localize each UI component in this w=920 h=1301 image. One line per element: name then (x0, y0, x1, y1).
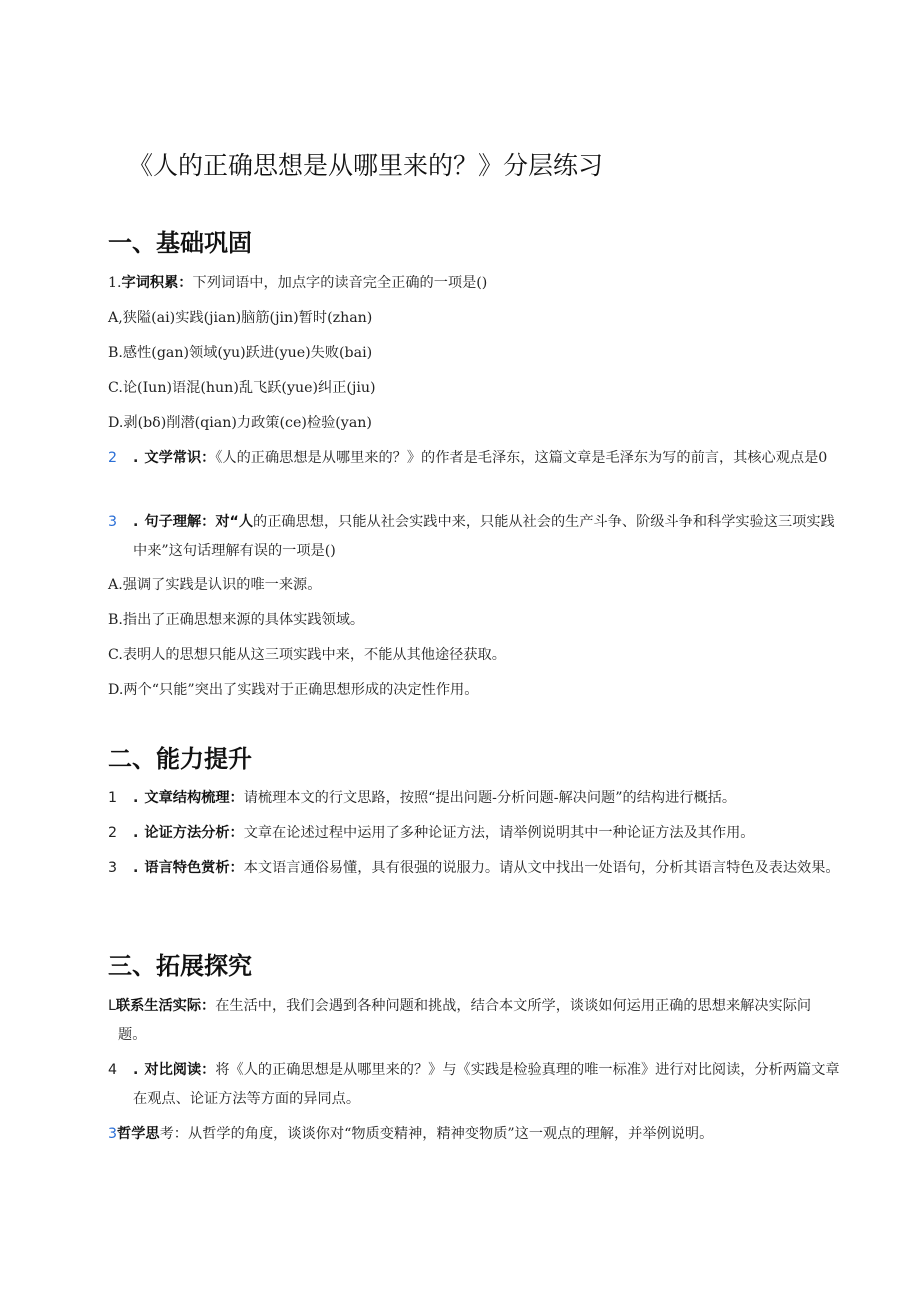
question-dot: . (133, 450, 139, 466)
question-number: 2 (108, 450, 118, 466)
section-heading-ability: 二、能力提升 (108, 745, 252, 773)
option-b: B.感性(gan)领域(yu)跃进(yue)失败(bai) (108, 345, 373, 361)
question-label: 句子理解： (144, 514, 216, 530)
option-d: D.剥(bδ)削潜(qian)力政策(ce)检验(yan) (108, 415, 372, 431)
ability-item-2 (108, 819, 845, 848)
item-number: 4 (108, 1062, 118, 1078)
option-d: D.两个“只能”突出了实践对于正确思想形成的决定性作用。 (108, 682, 479, 698)
item-text: 从哲学的角度，谈谈你对“物质变精神，精神变物质”这一观点的理解，并举例说明。 (188, 1126, 714, 1142)
item-number: 3 (108, 1126, 118, 1142)
item-dot: . (133, 1062, 139, 1078)
section-heading-basic: 一、基础巩固 (108, 229, 252, 257)
question-text: 《人的正确思想是从哪里来的？》的作者是毛泽东，这篇文章是毛泽东为写的前言，其核心观点是0 (215, 450, 828, 466)
option-b: B.指出了正确思想来源的具体实践领域。 (108, 612, 365, 628)
question-1 (108, 269, 820, 298)
question-label-tail: 对“人 (215, 514, 254, 530)
option-c: C.表明人的思想只能从这三项实践中来，不能从其他途径获取。 (108, 647, 506, 663)
item-number: 2 (108, 825, 118, 841)
option-a: A.强调了实践是认识的唯一来源。 (108, 577, 322, 593)
extension-item-1 (108, 992, 830, 1050)
item-dot: . (133, 825, 139, 841)
question-label: 字词积累： (121, 275, 193, 291)
item-number: 1 (108, 790, 118, 806)
item-text: 请梳理本文的行文思路，按照“提出问题-分析问题-解决问题”的结构进行概括。 (243, 790, 737, 806)
item-label: 联系生活实际： (115, 998, 216, 1014)
ability-item-3 (108, 854, 845, 883)
option-a: A,狭隘(ai)实践(jian)脑筋(jin)暂时(zhan) (108, 310, 373, 326)
item-number: 3 (108, 860, 118, 876)
item-label: 文章结构梳理： (144, 790, 244, 806)
question-dot: . (133, 514, 139, 530)
question-number: 3 (108, 514, 118, 530)
page-title: 《人的正确思想是从哪里来的？》分层练习 (128, 151, 604, 180)
question-text: 的正确思想，只能从社会实践中来，只能从社会的生产斗争、阶级斗争和科学实验这三项实践中来”这句话理解有误的一项是() (133, 514, 835, 559)
question-label: 文学常识： (144, 450, 216, 466)
question-text: 下列词语中，加点字的读音完全正确的一项是() (192, 275, 488, 291)
item-label: 论证方法分析： (144, 825, 244, 841)
section-heading-extension: 三、拓展探究 (108, 952, 252, 980)
question-2 (108, 444, 845, 473)
option-c: C.论(Iun)语混(hun)乱飞跃(yue)纠正(jiu) (108, 380, 376, 396)
question-number: 1. (108, 275, 122, 291)
item-text: 文章在论述过程中运用了多种论证方法，请举例说明其中一种论证方法及其作用。 (243, 825, 755, 841)
item-text: 本文语言通俗易懂，具有很强的说服力。请从文中找出一处语句，分析其语言特色及表达效果。 (243, 860, 840, 876)
item-label-tail: 考： (159, 1126, 188, 1142)
item-dot: . (133, 790, 139, 806)
ability-item-1 (108, 784, 845, 813)
item-label: 对比阅读： (144, 1062, 216, 1078)
item-label: 哲学思 (117, 1126, 160, 1142)
extension-item-2 (108, 1056, 845, 1114)
item-text: 在生活中，我们会遇到各种问题和挑战，结合本文所学，谈谈如何运用正确的思想来解决实际问题。 (118, 998, 812, 1043)
item-label: 语言特色赏析： (144, 860, 244, 876)
item-number: L (108, 998, 116, 1014)
extension-item-3 (108, 1120, 820, 1149)
item-text: 将《人的正确思想是从哪里来的？》与《实践是检验真理的唯一标准》进行对比阅读，分析两篇文章在观点、论证方法等方面的异同点。 (133, 1062, 840, 1107)
item-dot: . (133, 860, 139, 876)
question-3 (108, 508, 845, 566)
